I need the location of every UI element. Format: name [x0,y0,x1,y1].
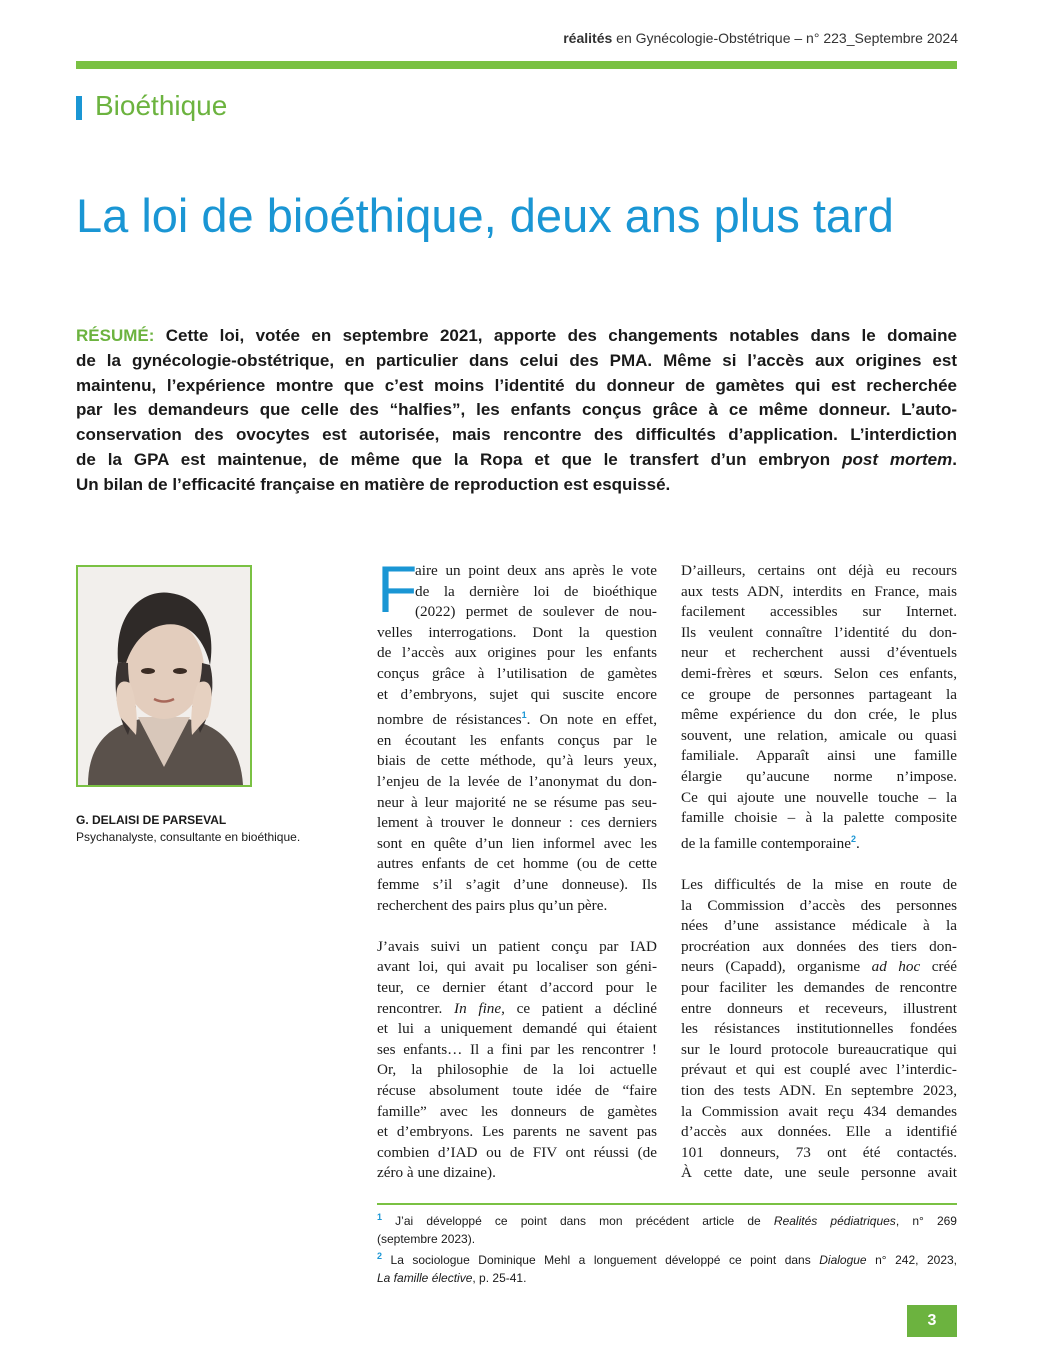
body-line: sur le lourd protocole bureaucratique qui [681,1040,957,1058]
body-column-2 [681,561,957,1184]
body-line: aux tests ADN, interdits en France, mais [681,582,957,600]
body-line: même expérience du don crée, le plus [681,706,957,724]
section-title: Bioéthique [95,90,228,121]
header-rule [76,61,957,69]
body-line: aire un point deux ans après le vote [415,562,657,579]
body-line: la Commission avait reçu 434 demandes [681,1102,957,1120]
article-title: La loi de bioéthique, deux ans plus tard [76,189,894,242]
body-line: la Commission d’accès des personnes [681,896,957,914]
body-line: les résistances institutionnelles fondées [681,1020,957,1038]
body-line: de l’accès aux origines pour les enfants [377,644,657,662]
body-line: À cette date, une seule personne avait [681,1164,957,1182]
body-line: neurs (Capadd), organisme [681,958,872,976]
body-line: rencontrer. [377,999,455,1017]
abstract [76,324,957,498]
abstract-line: Cette loi, votée en septembre 2021, apporte des changements notables dans le domaine [154,326,957,345]
body-line: famille choisie – à la palette composite [681,809,957,827]
body-line: neur et recherchent aussi d’éventuels [681,644,957,662]
author-role: Psychanalyste, consultante en bioéthique. [76,830,301,844]
body-line: famille” avec les donneurs de gamètes [377,1102,657,1120]
footnote-text: La sociologue Dominique Mehl a longuement développé ce point dans [382,1253,820,1267]
body-line: et lui a uniquement demandé qui étaient [377,1020,657,1038]
body-line: 101 donneurs, 73 ont été contactés. [681,1143,957,1161]
footnotes [377,1209,957,1287]
body-line: femme s’il s’agit d’une donneuse). Ils [377,875,657,893]
body-line: et d’embryons, sujet qui suscite encore [377,685,657,703]
body-italic: ad hoc [871,958,921,976]
abstract-line: maintenu, l’expérience montre que c’est moins l’identité du donneur de gamètes qui est recherchée [76,375,957,395]
body-line: combien d’IAD ou de FIV ont réussi (de [377,1143,657,1161]
body-line: prévaut et qui est couplé avec l’interdic- [681,1061,957,1079]
body-line: Les difficultés de la mise en route de [681,875,957,893]
body-line: ses enfants… Il a fini par les rencontrer ! [377,1040,657,1058]
body-italic: In fine [454,999,502,1017]
section-marker [76,96,82,120]
body-line: (2022) permet de soulever de nou- [415,603,657,621]
footnote-1 [377,1209,957,1231]
footnote-italic: Realités pédiatriques [773,1214,896,1228]
author-name: G. DELAISI DE PARSEVAL [76,813,227,827]
footnote-rule [377,1203,957,1205]
body-line: procréation aux données des tiers don- [681,937,957,955]
body-line: Or, la philosophie de la loi actuelle [377,1061,657,1079]
body-line: pour faciliter les demandes de rencontre [681,978,957,996]
author-photo [76,565,252,787]
footnote-text: , n° 269 [895,1214,957,1228]
page-number: 3 [907,1305,957,1337]
abstract-label: RÉSUMÉ: [76,326,155,345]
abstract-line: de la GPA est maintenue, de même que la Ropa et que le transfert d’un embryon [76,449,843,469]
body-line: sont en quête d’un lien informel avec les [377,834,657,852]
footnote-ref[interactable]: 2 [850,833,856,844]
footnote-number: 1 [377,1212,383,1222]
body-line: conçus grâce à l’utilisation de gamètes [377,664,657,682]
body-line: récuse absolument toute idée de “faire [377,1081,657,1099]
body-line: lement à trouver le donneur : ces derniers [377,814,657,832]
author-portrait-image [78,567,250,785]
body-line: familiale. Apparaît ainsi une famille [681,747,957,765]
body-line: l’enjeu de la levée de l’anonymat du don- [377,773,657,790]
drop-cap: F [377,552,418,626]
body-line: et d’embryons. Les parents ne savent pas [377,1123,657,1141]
body-line: Ce qui ajoute une nouvelle touche – la [681,788,957,806]
body-line: neur à leur majorité ne se résume pas seu- [377,793,657,811]
journal-issue: en Gynécologie-Obstétrique – n° 223_Septembre 2024 [616,30,958,46]
body-line: recherchent des pairs plus qu’un père. [377,896,608,914]
footnote-number: 2 [377,1251,383,1261]
body-line: J’avais suivi un patient conçu par IAD [377,937,657,955]
footnote-text: (septembre 2023). [377,1231,476,1246]
body-line: élargie qu’aucune norme n’impose. [681,767,957,785]
body-line: demi-frères et sœurs. Selon ces enfants, [681,664,957,682]
body-line: . On note en effet, [526,711,657,729]
abstract-line: de la gynécologie-obstétrique, en particulier dans celui des PMA. Même si l’accès aux origines est [76,350,957,370]
body-line: souvent, une relation, amicale ou quasi [681,726,957,744]
body-line: facilement accessibles sur Internet. [681,603,957,621]
body-line: ce groupe de personnes partageant la [681,685,957,703]
body-line: en écoutant les enfants conçus par le [377,731,657,749]
abstract-line: conservation des ovocytes est autorisée, mais rencontre des difficultés d’application. L’interdiction [76,425,957,445]
footnote-italic: Dialogue [819,1253,867,1267]
footnote-text: J’ai développé ce point dans mon précédent article de [382,1214,774,1228]
footnote-text: n° 242, 2023, [866,1253,958,1267]
body-line: autres enfants de cet homme (ou de cette [377,855,657,873]
body-line: Ils veulent connaître l’identité du don- [681,623,957,641]
body-line: de la famille contemporaine [681,834,851,852]
abstract-line: Un bilan de l’efficacité française en matière de reproduction est esquissé. [76,474,671,494]
body-line: D’ailleurs, certains ont déjà eu recours [681,562,957,579]
abstract-italic: post mortem [842,449,953,469]
footnote-2 [377,1248,957,1270]
body-line: . [855,834,860,852]
body-line: entre donneurs et receveurs, illustrent [681,999,957,1017]
body-line: avant loi, qui avait pu localiser son géni- [377,958,657,976]
body-line: velles interrogations. Dont la question [377,623,657,641]
body-column-1 [377,552,657,1184]
body-line: nées d’une assistance médicale à la [681,917,957,935]
body-line: teur, ce dernier étant d’accord pour le [377,978,657,996]
body-line: zéro à une dizaine). [377,1164,496,1182]
body-line: de la dernière loi de bioéthique [415,582,657,600]
journal-brand: réalités [563,30,613,46]
abstract-line: par les demandeurs que celle des “halfies”, les enfants conçus grâce à ce même donneur. L’auto- [76,400,957,420]
footnote-text: , p. 25-41. [472,1270,527,1285]
body-line: créé [920,958,958,976]
journal-header [0,30,958,46]
footnote-ref[interactable]: 1 [521,710,527,721]
body-line: d’accès aux données. Elle a identifié [681,1123,957,1141]
body-line: , ce patient a décliné [501,999,657,1017]
body-line: tion des tests ADN. En septembre 2023, [681,1081,957,1099]
body-line: nombre de résistances [377,711,522,729]
footnote-italic: La famille élective [377,1270,473,1285]
abstract-punct: . [952,449,957,469]
body-line: biais de cette méthode, qu’à leurs yeux, [377,752,657,770]
